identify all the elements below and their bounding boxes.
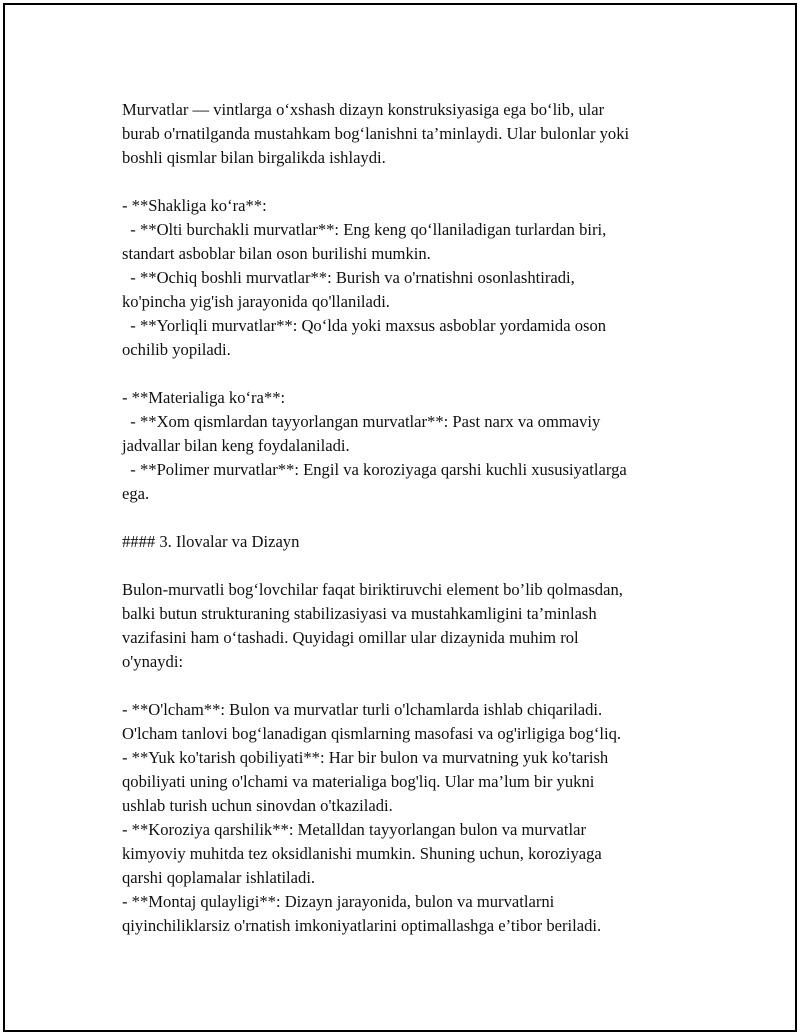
text-line: standart asboblar bilan oson burilishi mumkin. [122, 244, 431, 263]
text-line: - **Yorliqli murvatlar**: Qo‘lda yoki maxsus asboblar yordamida oson [122, 316, 607, 335]
text-line: o'ynaydi: [122, 652, 184, 671]
text-line: kimyoviy muhitda tez oksidlanishi mumkin. Shuning uchun, koroziyaga [122, 844, 602, 863]
text-line: Bulon-murvatli bog‘lovchilar faqat biriktiruvchi element bo’lib qolmasdan, [122, 580, 623, 599]
text-line: - **Koroziya qarshilik**: Metalldan tayyorlangan bulon va murvatlar [122, 820, 587, 839]
text-line: ko'pincha yig'ish jarayonida qo'llaniladi. [122, 292, 390, 311]
text-line: - **Olti burchakli murvatlar**: Eng keng qo‘llaniladigan turlardan biri, [122, 220, 607, 239]
text-line: jadvallar bilan keng foydalaniladi. [122, 436, 350, 455]
paragraph-gap [122, 554, 712, 578]
text-line: - **O'lcham**: Bulon va murvatlar turli o'lchamlarda ishlab chiqariladi. [122, 700, 603, 719]
text-line: - **Polimer murvatlar**: Engil va koroziyaga qarshi kuchli xususiyatlarga [122, 460, 627, 479]
text-line: ochilib yopiladi. [122, 340, 231, 359]
paragraph-gap [122, 506, 712, 530]
document-body [122, 98, 712, 938]
text-line: - **Yuk ko'tarish qobiliyati**: Har bir bulon va murvatning yuk ko'tarish [122, 748, 609, 767]
paragraph-gap [122, 170, 712, 194]
text-line: #### 3. Ilovalar va Dizayn [122, 532, 300, 551]
text-line: ushlab turish uchun sinovdan o'tkaziladi. [122, 796, 393, 815]
text-line: - **Ochiq boshli murvatlar**: Burish va o'rnatishni osonlashtiradi, [122, 268, 575, 287]
text-line: balki butun strukturaning stabilizasiyasi va mustahkamligini ta’minlash [122, 604, 597, 623]
paragraph-gap [122, 674, 712, 698]
paragraph [122, 194, 712, 362]
paragraph [122, 698, 712, 938]
text-line: qobiliyati uning o'lchami va materialiga bog'liq. Ular ma’lum bir yukni [122, 772, 595, 791]
paragraph-gap [122, 362, 712, 386]
text-line: - **Xom qismlardan tayyorlangan murvatlar**: Past narx va ommaviy [122, 412, 601, 431]
page-frame [3, 3, 797, 1032]
paragraph [122, 530, 712, 554]
text-line: burab o'rnatilganda mustahkam bog‘lanishni ta’minlaydi. Ular bulonlar yoki [122, 124, 630, 143]
text-line: - **Montaj qulayligi**: Dizayn jarayonida, bulon va murvatlarni [122, 892, 555, 911]
text-line: Murvatlar — vintlarga o‘xshash dizayn konstruksiyasiga ega bo‘lib, ular [122, 100, 605, 119]
text-line: ega. [122, 484, 150, 503]
text-line: qiyinchiliklarsiz o'rnatish imkoniyatlarini optimallashga e’tibor beriladi. [122, 916, 602, 935]
text-line: - **Shakliga ko‘ra**: [122, 196, 267, 215]
text-line: vazifasini ham o‘tashadi. Quyidagi omillar ular dizaynida muhim rol [122, 628, 579, 647]
text-line: qarshi qoplamalar ishlatiladi. [122, 868, 316, 887]
text-line: O'lcham tanlovi bog‘lanadigan qismlarning masofasi va og'irligiga bog‘liq. [122, 724, 622, 743]
paragraph [122, 578, 712, 674]
paragraph [122, 386, 712, 506]
paragraph [122, 98, 712, 170]
text-line: boshli qismlar bilan birgalikda ishlaydi. [122, 148, 386, 167]
text-line: - **Materialiga ko‘ra**: [122, 388, 286, 407]
